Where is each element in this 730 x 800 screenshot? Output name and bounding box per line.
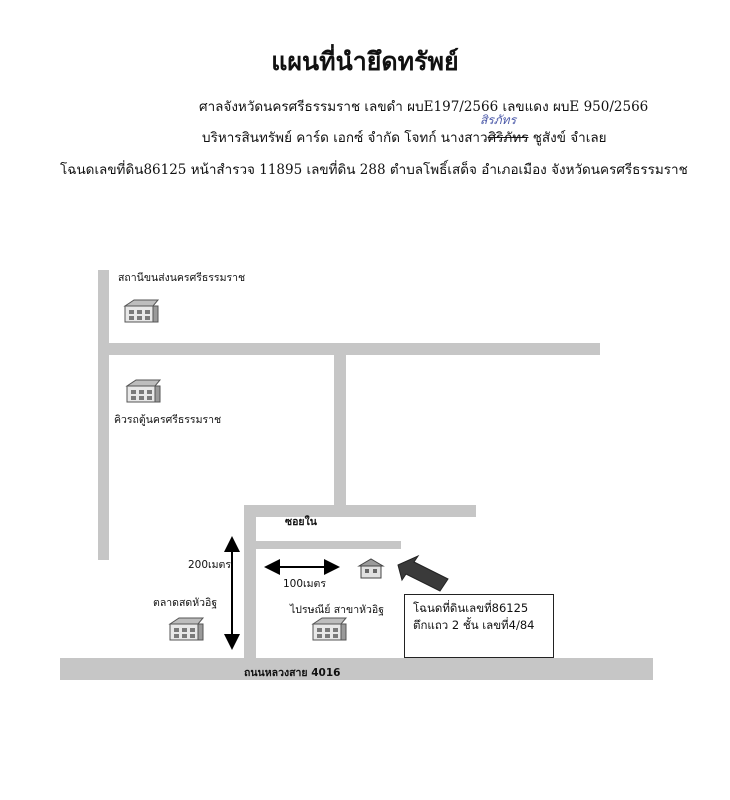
deed-detail-line: โฉนดเลขที่ดิน86125 หน้าสำรวจ 11895 เลขที่ดิน 288 ตำบลโพธิ์เสด็จ อำเภอเมือง จังหวัดนครศรีธรรมราช [60,162,688,178]
distance-100-label: 100เมตร [283,578,327,590]
property-pointer-arrow [398,556,448,591]
deed-number: โฉนดที่ดินเลขที่86125 [413,601,529,615]
market-label: ตลาดสดหัวอิฐ [153,597,218,609]
parties-suffix: ชูสังข์ จำเลย [528,130,607,146]
court-case-line: ศาลจังหวัดนครศรีธรรมราช เลขดำ ผบE197/2566 เลขแดง ผบE 950/2566 [199,99,649,115]
post-office-label: ไปรษณีย์ สาขาหัวอิฐ [290,604,385,616]
van-queue-label: คิวรถตู้นครศรีธรรมราช [114,414,222,426]
deed-info-box [404,594,554,658]
parties-prefix: บริหารสินทรัพย์ คาร์ด เอกซ์ จำกัด โจทก์ นางสาว [202,130,488,146]
deed-building: ตึกแถว 2 ชั้น เลขที่4/84 [413,618,535,632]
distance-200-label: 200เมตร [188,559,232,571]
struck-name: ศิริภัทร [487,130,529,146]
map-title: แผนที่นำยึดทรัพย์ [271,47,459,76]
main-road-label: ถนนหลวงสาย 4016 [244,667,341,679]
handwritten-correction: สิรภัทร [480,113,517,127]
soi-label: ซอยใน [285,516,317,528]
station-label: สถานีขนส่งนครศรีธรรมราช [118,272,246,284]
